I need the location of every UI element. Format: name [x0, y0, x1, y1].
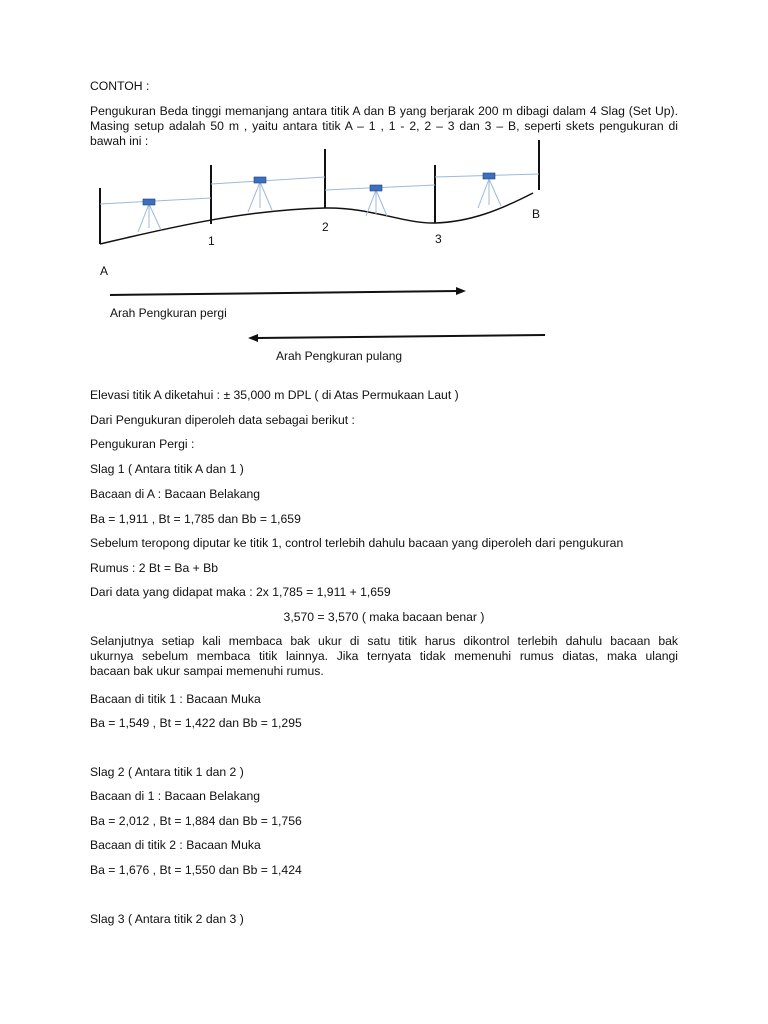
label-point-3: 3 [435, 232, 442, 246]
slag1-formula: Rumus : 2 Bt = Ba + Bb [90, 561, 219, 575]
slag1-substitution: Dari data yang didapat maka : 2x 1,785 = 1,911 + 1,659 [90, 585, 391, 599]
arrow-forward [110, 291, 458, 295]
slag2-front-values: Ba = 1,676 , Bt = 1,550 dan Bb = 1,424 [90, 863, 302, 877]
level-icon-1 [143, 199, 155, 205]
heading: CONTOH : [90, 79, 150, 93]
arrow-return [256, 335, 545, 338]
slag1-paragraph-line-1: Selanjutnya setiap kali membaca bak ukur di satu titik harus dikontrol terlebih dahulu bacaan bak [90, 634, 678, 648]
slag1-check-note: Sebelum teropong diputar ke titik 1, control terlebih dahulu bacaan yang diperoleh dari pengukuran [90, 536, 624, 550]
level-icon-4 [483, 173, 495, 179]
slag3-title: Slag 3 ( Antara titik 2 dan 3 ) [90, 912, 244, 926]
arrow-return-head [248, 334, 258, 342]
slag1-result: 3,570 = 3,570 ( maka bacaan benar ) [283, 610, 485, 624]
intro-line-1: Pengukuran Beda tinggi memanjang antara titik A dan B yang berjarak 200 m dibagi dalam 4 Slag (Set Up). [90, 104, 678, 118]
pergi-heading: Pengukuran Pergi : [90, 437, 195, 451]
label-point-B: B [532, 207, 541, 221]
level-icon-2 [254, 177, 266, 183]
arrow-forward-head [456, 287, 466, 295]
level-instrument-1 [138, 204, 161, 232]
level-icon-3 [370, 185, 382, 191]
slag2-front-label: Bacaan di titik 2 : Bacaan Muka [90, 838, 261, 852]
intro-line-2: Masing setup adalah 50 m , yaitu antara titik A – 1 , 1 - 2, 2 – 3 dan 3 – B, seperti skets pengukuran di [90, 119, 678, 133]
slag1-back-label: Bacaan di A : Bacaan Belakang [90, 487, 261, 501]
intro-line-3: bawah ini : [90, 134, 149, 148]
slag1-paragraph-line-3: bacaan bak ukur sampai memenuhi rumus. [90, 664, 324, 678]
elevation-line: Elevasi titik A diketahui : ± 35,000 m DPL ( di Atas Permukaan Laut ) [90, 388, 459, 402]
slag2-back-label: Bacaan di 1 : Bacaan Belakang [90, 789, 261, 803]
label-point-A: A [100, 264, 109, 278]
slag1-front-label: Bacaan di titik 1 : Bacaan Muka [90, 692, 261, 706]
label-point-2: 2 [322, 220, 329, 234]
slag1-front-values: Ba = 1,549 , Bt = 1,422 dan Bb = 1,295 [90, 716, 302, 730]
arrow-forward-label: Arah Pengkuran pergi [110, 306, 227, 320]
level-instrument-2 [248, 182, 272, 212]
slag2-back-values: Ba = 2,012 , Bt = 1,884 dan Bb = 1,756 [90, 814, 302, 828]
arrow-return-label: Arah Pengkuran pulang [276, 349, 403, 363]
level-instrument-4 [478, 179, 501, 208]
slag1-paragraph [90, 634, 678, 679]
leveling-sketch [0, 140, 768, 370]
slag1-back-values: Ba = 1,911 , Bt = 1,785 dan Bb = 1,659 [90, 512, 301, 526]
sight-lines [100, 174, 539, 204]
slag1-paragraph-line-2: ukurnya sebelum membaca titik lainnya. Jika ternyata tidak memenuhi rumus diatas, maka ulangi [90, 649, 678, 663]
label-point-1: 1 [208, 234, 215, 248]
slag2-title: Slag 2 ( Antara titik 1 dan 2 ) [90, 765, 244, 779]
data-intro: Dari Pengukuran diperoleh data sebagai berikut : [90, 413, 355, 427]
slag1-title: Slag 1 ( Antara titik A dan 1 ) [90, 462, 244, 476]
